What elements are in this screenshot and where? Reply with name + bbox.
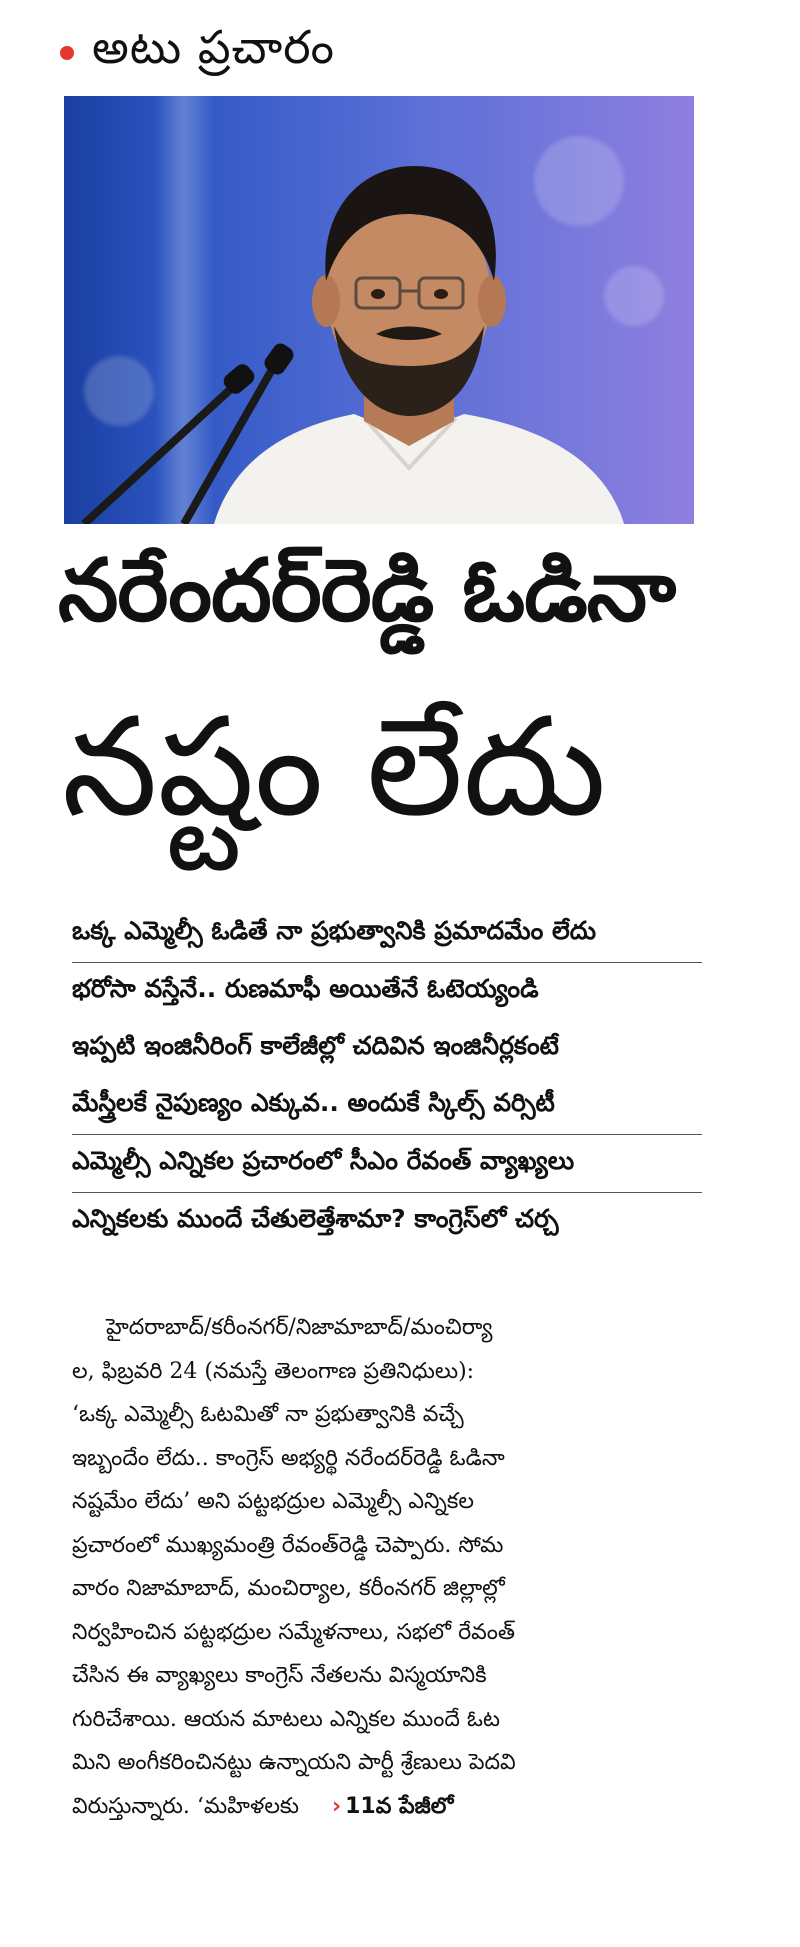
body-line: విరుస్తున్నారు. ‘మహిళలకు [72,1793,300,1819]
body-line: ‘ఒక్క ఎమ్మెల్సీ ఓటమితో నా ప్రభుత్వానికి వచ్చే [72,1402,464,1427]
body-line: చేసిన ఈ వ్యాఖ్యలు కాంగ్రెస్ నేతలను విస్మయానికి [72,1663,487,1688]
deck-line: ఒక్క ఎమ్మెల్సీ ఓడితే నా ప్రభుత్వానికి ప్రమాదమేం లేదు [72,905,702,963]
deck-line: ఇప్పటి ఇంజినీరింగ్ కాలేజీల్లో చదివిన ఇంజినీర్లకంటే [72,1030,559,1060]
body-line: నష్టమేం లేదు’ అని పట్టభద్రుల ఎమ్మెల్సీ ఎన్నికల [72,1489,474,1514]
body-line: ఇబ్బందేం లేదు.. కాంగ్రెస్ అభ్యర్థి నరేందర్‌రెడ్డి ఓడినా [72,1445,505,1471]
article-photo [64,96,694,524]
body-line: ప్రచారంలో ముఖ్యమంత్రి రేవంత్‌రెడ్డి చెప్పారు. సోమ [72,1532,504,1558]
deck-line: ఎన్నికలకు ముందే చేతులెత్తేశామా? కాంగ్రెస్‌లో చర్చ [72,1203,559,1233]
kicker [60,18,335,88]
body-line: గురిచేశాయి. ఆయన మాటలు ఎన్నికల ముందే ఓట [72,1706,500,1732]
sub-headlines [72,905,702,1250]
body-line: మిని అంగీకరించినట్టు ఉన్నాయని పార్టీ శ్రేణులు పెదవి [72,1750,516,1775]
body-line: ల, ఫిబ్రవరి 24 (నమస్తే తెలంగాణ ప్రతినిధులు): [72,1358,475,1384]
body-line: నిర్వహించిన పట్టభద్రుల సమ్మేళనాలు, సభలో రేవంత్ [72,1619,516,1645]
article-body [72,1306,700,1828]
chevron-right-icon: › [332,1793,342,1819]
body-line: హైదరాబాద్/కరీంనగర్/నిజామాబాద్/మంచిర్యా [106,1315,493,1340]
body-last-line [72,1785,700,1829]
continued-label: 11వ పేజీలో [345,1793,454,1819]
headline-line-1: నరేందర్‌రెడ్డి ఓడినా [58,541,676,641]
speaker-illustration [64,96,694,524]
kicker-label: అటు ప్రచారం [92,20,335,74]
headline-line-2: నష్టం లేదు [62,689,607,847]
bullet-icon [60,46,74,60]
deck-line: భరోసా వస్తేనే.. రుణమాఫీ అయితేనే ఓటెయ్యండి [72,973,539,1003]
continued-on-page[interactable] [332,1785,453,1829]
deck-line: ఎమ్మెల్సీ ఎన్నికల ప్రచారంలో సీఎం రేవంత్ వ్యాఖ్యలు [72,1135,702,1193]
body-line: వారం నిజామాబాద్, మంచిర్యాల, కరీంనగర్ జిల్లాల్లో [72,1576,505,1601]
deck-line: మేస్త్రీలకే నైపుణ్యం ఎక్కువ.. అందుకే స్కిల్స్ వర్సిటీ [72,1077,702,1135]
